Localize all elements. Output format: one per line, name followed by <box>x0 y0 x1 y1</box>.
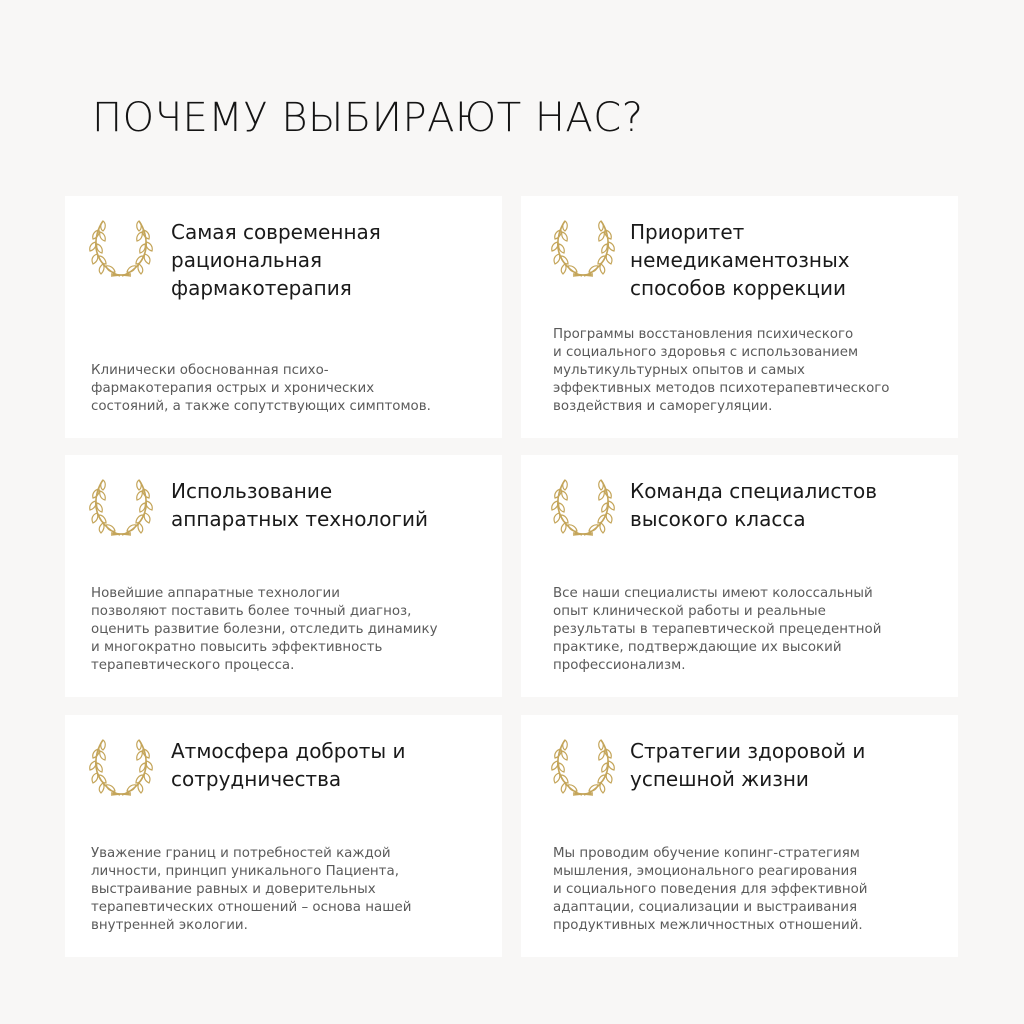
feature-card-pharmacotherapy <box>65 196 502 438</box>
feature-card-health-strategies <box>521 715 958 957</box>
feature-card-description: Новейшие аппаратные технологии позволяют поставить более точный диагноз, оценить развитие болезни, отследить динамику и многократно повысить эффективность терапевтического процесса. <box>91 586 438 673</box>
feature-card-title: Использование аппаратных технологий <box>171 479 428 531</box>
laurel-wreath-icon <box>89 737 153 799</box>
page-title: ПОЧЕМУ ВЫБИРАЮТ НАС? <box>92 95 644 141</box>
feature-card-description: Все наши специалисты имеют колоссальный опыт клинической работы и реальные результаты в терапевтической прецедентной практике, подтверждающие их высокий профессионализм. <box>553 586 882 673</box>
laurel-wreath-icon <box>89 477 153 539</box>
feature-card-title: Стратегии здоровой и успешной жизни <box>630 739 866 791</box>
laurel-wreath-icon <box>551 477 615 539</box>
feature-card-hardware-technologies <box>65 455 502 697</box>
feature-card-description: Программы восстановления психического и социального здоровья с использованием мультикультурных опытов и самых эффективных методов психотерапевтического воздействия и саморегуляции. <box>553 327 890 414</box>
laurel-wreath-icon <box>551 218 615 280</box>
feature-card-atmosphere <box>65 715 502 957</box>
feature-card-specialist-team <box>521 455 958 697</box>
laurel-wreath-icon <box>89 218 153 280</box>
feature-card-description: Клинически обоснованная психо- фармакотерапия острых и хронических состояний, а также сопутствующих симптомов. <box>91 363 431 414</box>
laurel-wreath-icon <box>551 737 615 799</box>
feature-card-title: Приоритет немедикаментозных способов коррекции <box>630 220 850 300</box>
feature-card-title: Самая современная рациональная фармакотерапия <box>171 220 381 300</box>
feature-card-description: Уважение границ и потребностей каждой личности, принцип уникального Пациента, выстраивание равных и доверительных терапевтических отношений – основа нашей внутренней экологии. <box>91 846 412 933</box>
feature-card-title: Атмосфера доброты и сотрудничества <box>171 739 406 791</box>
feature-card-description: Мы проводим обучение копинг-стратегиям мышления, эмоционального реагирования и социального поведения для эффективной адаптации, социализации и выстраивания продуктивных межличностных отношений. <box>553 846 868 933</box>
feature-card-title: Команда специалистов высокого класса <box>630 479 877 531</box>
feature-card-non-drug-correction <box>521 196 958 438</box>
